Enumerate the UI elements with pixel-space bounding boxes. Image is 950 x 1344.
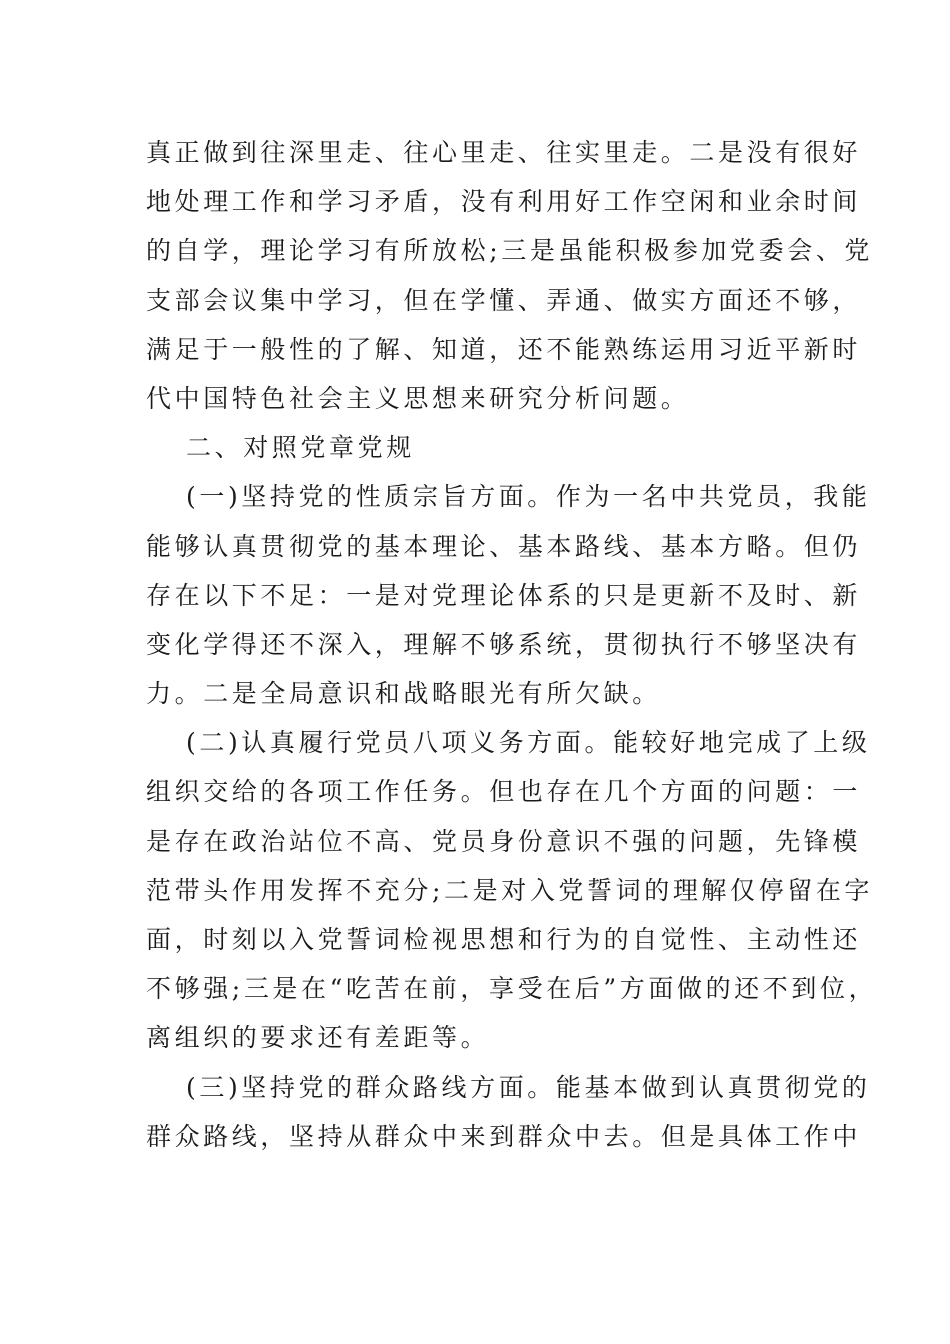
text-line: 支部会议集中学习，但在学懂、弄通、做实方面还不够， xyxy=(146,285,862,315)
section-heading: 二、对照党章党规 xyxy=(186,433,415,463)
text-line: 能够认真贯彻党的基本理论、基本路线、基本方略。但仍 xyxy=(146,531,862,561)
text-line: 地处理工作和学习矛盾，没有利用好工作空闲和业余时间 xyxy=(146,187,862,217)
text-line: 力。二是全局意识和战略眼光有所欠缺。 xyxy=(146,679,661,709)
text-line: 是存在政治站位不高、党员身份意识不强的问题，先锋模 xyxy=(146,826,862,856)
text-line: 代中国特色社会主义思想来研究分析问题。 xyxy=(146,383,690,413)
text-line: 组织交给的各项工作任务。但也存在几个方面的问题：一 xyxy=(146,777,862,807)
paragraph-first-line: (二)认真履行党员八项义务方面。能较好地完成了上级 xyxy=(186,728,871,758)
text-line: 面，时刻以入党誓词检视思想和行为的自觉性、主动性还 xyxy=(146,925,862,954)
document-body xyxy=(146,128,878,1161)
text-line: 的自学，理论学习有所放松;三是虽能积极参加党委会、党 xyxy=(146,236,874,266)
text-line: 真正做到往深里走、往心里走、往实里走。二是没有很好 xyxy=(146,138,862,167)
paragraph-first-line: (三)坚持党的群众路线方面。能基本做到认真贯彻党的 xyxy=(186,1072,871,1102)
text-line: 范带头作用发挥不充分;二是对入党誓词的理解仅停留在字 xyxy=(146,875,874,905)
text-line: 离组织的要求还有差距等。 xyxy=(146,1023,490,1053)
text-line: 存在以下不足：一是对党理论体系的只是更新不及时、新 xyxy=(146,580,862,610)
text-line: 不够强;三是在“吃苦在前，享受在后”方面做的还不到位， xyxy=(146,974,878,1004)
text-line: 变化学得还不深入，理解不够系统，贯彻执行不够坚决有 xyxy=(146,629,862,659)
paragraph-first-line: (一)坚持党的性质宗旨方面。作为一名中共党员，我能 xyxy=(186,482,871,512)
text-line: 满足于一般性的了解、知道，还不能熟练运用习近平新时 xyxy=(146,334,862,364)
text-line: 群众路线，坚持从群众中来到群众中去。但是具体工作中 xyxy=(146,1121,862,1151)
